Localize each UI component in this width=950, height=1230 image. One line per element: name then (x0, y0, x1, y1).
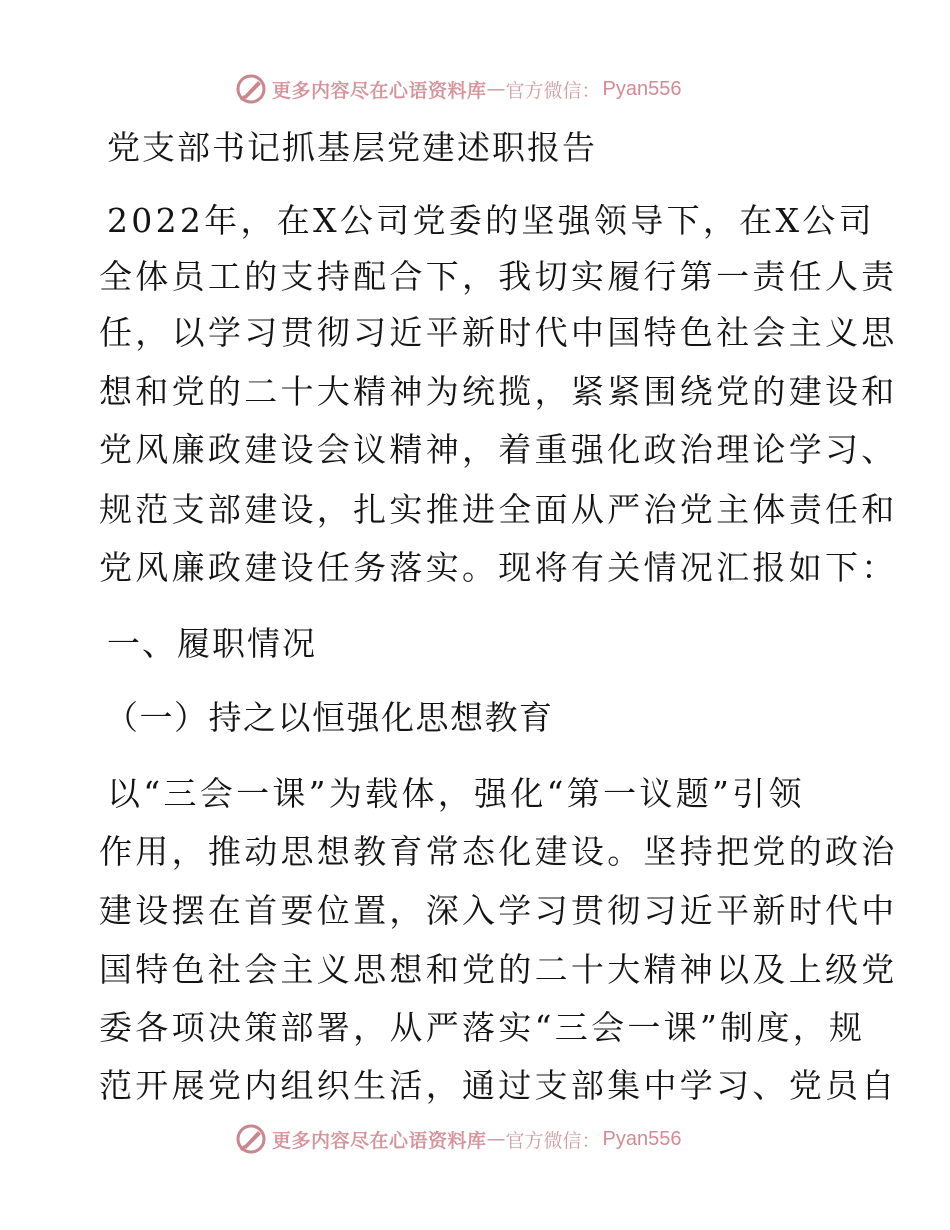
paragraph1-line: 任，以学习贯彻习近平新时代中国特色社会主义思 (99, 313, 898, 352)
watermark-wechat-label: 官方微信： (505, 79, 601, 102)
paragraph2-line: 建设摆在首要位置，深入学习贯彻习近平新时代中 (99, 891, 898, 930)
feather-pen-icon (234, 72, 268, 106)
paragraph2-line: 作用，推动思想教育常态化建设。坚持把党的政治 (99, 832, 898, 871)
paragraph1-line: 党风廉政建设会议精神，着重强化政治理论学习、 (99, 430, 898, 469)
paragraph1-line: 想和党的二十大精神为统揽，紧紧围绕党的建设和 (99, 372, 898, 411)
watermark-separator: — (486, 78, 506, 100)
paragraph2-line: 国特色社会主义思想和党的二十大精神以及上级党 (99, 950, 898, 989)
watermark-wechat-label: 官方微信： (505, 1129, 601, 1152)
section-heading: 一、履职情况 (107, 624, 317, 663)
paragraph2-line: 范开展党内组织生活，通过支部集中学习、党员自 (99, 1066, 898, 1105)
document-title: 党支部书记抓基层党建述职报告 (107, 128, 597, 167)
paragraph2-line: 委各项决策部署，从严落实“三会一课”制度，规 (99, 1008, 866, 1047)
subsection-heading: （一）持之以恒强化思想教育 (105, 698, 554, 737)
paragraph1-line: 规范支部建设，扎实推进全面从严治党主体责任和 (99, 490, 898, 529)
watermark-banner-top (234, 72, 682, 106)
paragraph2-line: 以“三会一课”为载体，强化“第一议题”引领 (107, 774, 805, 813)
paragraph1-line: 党风廉政建设任务落实。现将有关情况汇报如下： (99, 548, 898, 587)
watermark-separator: — (486, 1128, 506, 1150)
watermark-banner-bottom (234, 1122, 682, 1156)
paragraph1-line: 2022年，在X公司党委的坚强领导下，在X公司 (107, 201, 875, 240)
watermark-wechat-id: Pyan556 (602, 1127, 682, 1150)
paragraph1-line: 全体员工的支持配合下，我切实履行第一责任人责 (99, 257, 898, 296)
feather-pen-icon (234, 1122, 268, 1156)
watermark-brand: 更多内容尽在心语资料库 (272, 79, 487, 102)
watermark-wechat-id: Pyan556 (602, 77, 682, 100)
watermark-brand: 更多内容尽在心语资料库 (272, 1129, 487, 1152)
